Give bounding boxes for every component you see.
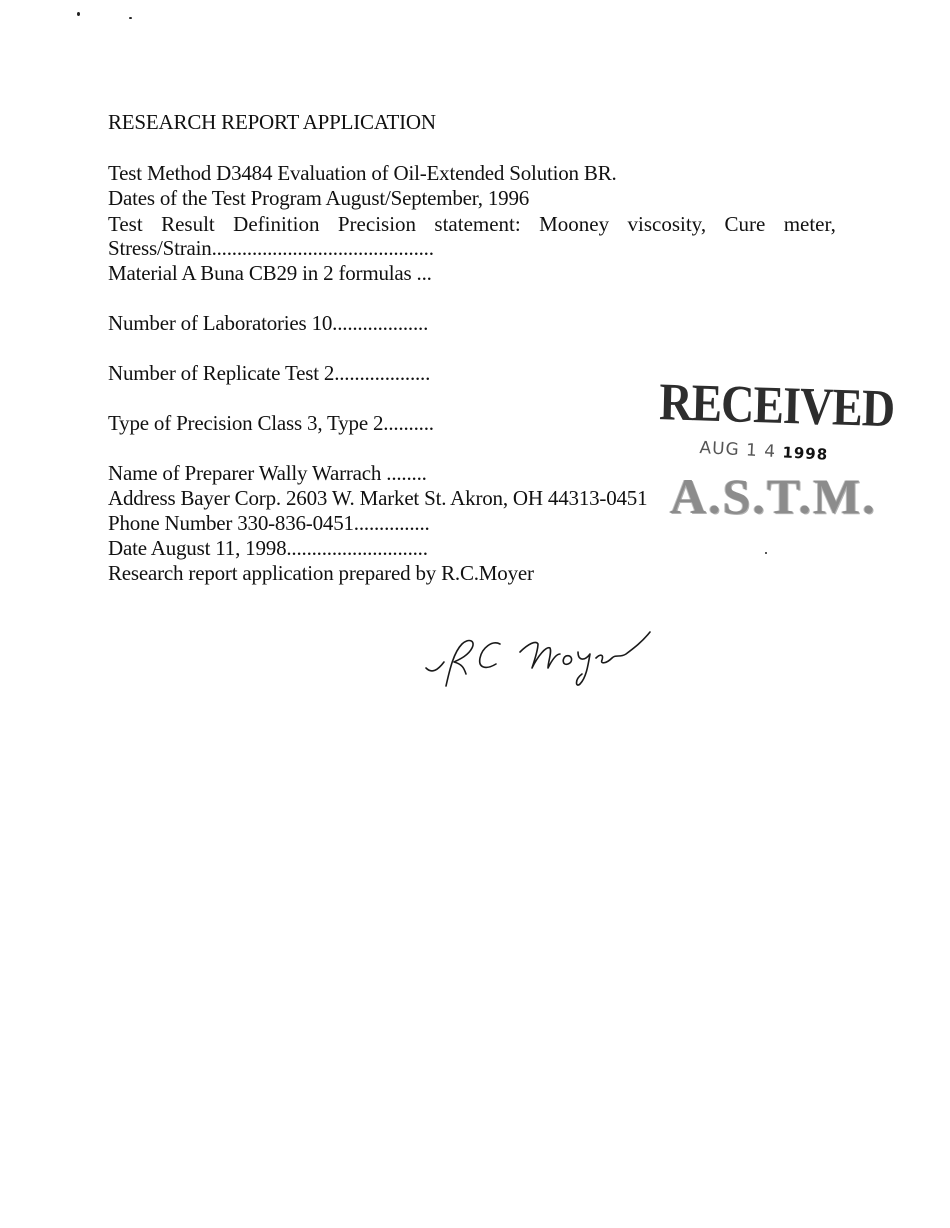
phone-line: Phone Number 330-836-0451............... (108, 511, 430, 535)
definition-word: statement: (434, 212, 521, 236)
replicate-test-line: Number of Replicate Test 2................... (108, 361, 431, 385)
definition-word: Result (161, 212, 215, 236)
test-dates-line: Dates of the Test Program August/September, 1996 (108, 186, 530, 210)
signature-drawing (420, 618, 660, 698)
definition-word: Definition (233, 212, 320, 236)
document-title: RESEARCH REPORT APPLICATION (108, 110, 436, 134)
definition-continuation: Stress/Strain............................................ (108, 236, 434, 260)
test-method-line: Test Method D3484 Evaluation of Oil-Extended Solution BR. (108, 161, 617, 185)
scan-speck (77, 12, 80, 16)
definition-word: Cure (724, 212, 766, 236)
laboratories-line: Number of Laboratories 10................... (108, 311, 429, 335)
definition-word: meter, (783, 212, 836, 236)
test-result-definition-line (108, 212, 836, 236)
scan-speck (129, 17, 132, 19)
precision-type-line: Type of Precision Class 3, Type 2.......... (108, 411, 434, 435)
preparer-line: Name of Preparer Wally Warrach ........ (108, 461, 427, 485)
material-line: Material A Buna CB29 in 2 formulas ... (108, 261, 432, 285)
stamp-date-year: 1998 (781, 443, 829, 464)
astm-stamp: A.S.T.M. (670, 468, 877, 524)
scan-speck (765, 552, 767, 554)
received-stamp-date (699, 438, 829, 465)
definition-word: Mooney (539, 212, 610, 236)
address-line: Address Bayer Corp. 2603 W. Market St. Akron, OH 44313-0451 (108, 486, 648, 510)
definition-word: viscosity, (627, 212, 707, 236)
definition-word: Precision (337, 212, 417, 236)
received-stamp: RECEIVED (658, 372, 895, 438)
prepared-by-line: Research report application prepared by R.C.Moyer (108, 561, 534, 585)
signature (420, 618, 660, 703)
date-line: Date August 11, 1998............................ (108, 536, 428, 560)
definition-word: Test (108, 212, 143, 236)
stamp-date-month-day: AUG 1 4 (698, 438, 777, 462)
